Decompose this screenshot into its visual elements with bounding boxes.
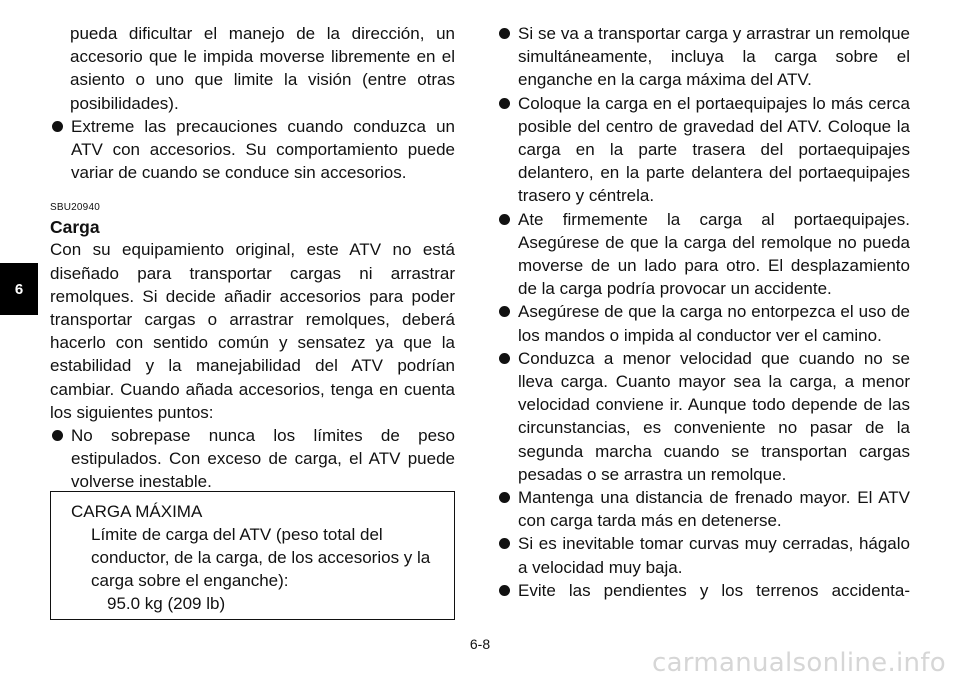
list-item <box>497 579 910 602</box>
list-item: Si se va a transportar carga y arrastrar un remolque simultáneamente, incluya la carga sobre el enganche en la carga máxima del ATV. <box>497 22 910 92</box>
left-column <box>50 22 455 494</box>
max-load-title: CARGA MÁXIMA <box>71 502 203 521</box>
max-load-box <box>50 491 455 620</box>
chapter-tab-number: 6 <box>14 280 24 298</box>
bullet-list-right <box>497 22 910 602</box>
right-column <box>497 22 910 602</box>
list-item: Extreme las precauciones cuando conduzca un ATV con accesorios. Su comportamiento puede variar de cuando se conduce sin accesorios. <box>50 115 455 185</box>
max-load-value: 95.0 kg (209 lb) <box>107 594 226 613</box>
section-code: SBU20940 <box>50 202 100 214</box>
list-item-text: Evite las pendientes y los terrenos accidenta- <box>518 580 910 600</box>
bullet-list-weight <box>50 424 455 494</box>
list-item: Conduzca a menor velocidad que cuando no se lleva carga. Cuanto mayor sea la carga, a menor velocidad conviene ir. Aunque todo depende de las circunstancias, es conveniente no pasar de la segunda marcha cuando se transportan cargas pesadas o se arrastra un remolque. <box>497 347 910 486</box>
chapter-tab <box>0 263 38 315</box>
list-item: Ate firmemente la carga al portaequipajes. Asegúrese de que la carga del remolque no pueda moverse de un lado para otro. El desplazamiento de la carga podría provocar un accidente. <box>497 208 910 301</box>
max-load-description: Límite de carga del ATV (peso total del conductor, de la carga, de los accesorios y la carga sobre el enganche): <box>91 525 431 590</box>
list-item: Asegúrese de que la carga no entorpezca el uso de los mandos o impida al conductor ver el camino. <box>497 300 910 346</box>
watermark: carmanualsonline.info <box>651 648 946 678</box>
list-item: Mantenga una distancia de frenado mayor. El ATV con carga tarda más en detenerse. <box>497 486 910 532</box>
list-item: Coloque la carga en el portaequipajes lo más cerca posible del centro de gravedad del ATV. Coloque la carga en la parte trasera del portaequipajes delantero, en la parte delantera del portaequipajes trasero y céntrela. <box>497 92 910 208</box>
continued-paragraph: pueda dificultar el manejo de la dirección, un accesorio que le impida moverse libremente en el asiento o uno que limite la visión (entre otras posibilidades). <box>70 24 455 113</box>
section-heading: Carga <box>50 217 100 238</box>
bullet-list-top <box>50 115 455 185</box>
list-item: No sobrepase nunca los límites de peso estipulados. Con exceso de carga, el ATV puede volverse inestable. <box>50 424 455 494</box>
list-item: Si es inevitable tomar curvas muy cerradas, hágalo a velocidad muy baja. <box>497 532 910 578</box>
page-number: 6-8 <box>469 636 491 652</box>
section-paragraph: Con su equipamiento original, este ATV no está diseñado para transportar cargas ni arrastrar remolques. Si decide añadir accesorios para poder transportar cargas o arrastrar remolques, deberá hacerlo con sentido común y sensatez ya que la estabilidad y la manejabilidad del ATV podrían cambiar. Cuando añada accesorios, tenga en cuenta los siguientes puntos: <box>50 240 455 422</box>
